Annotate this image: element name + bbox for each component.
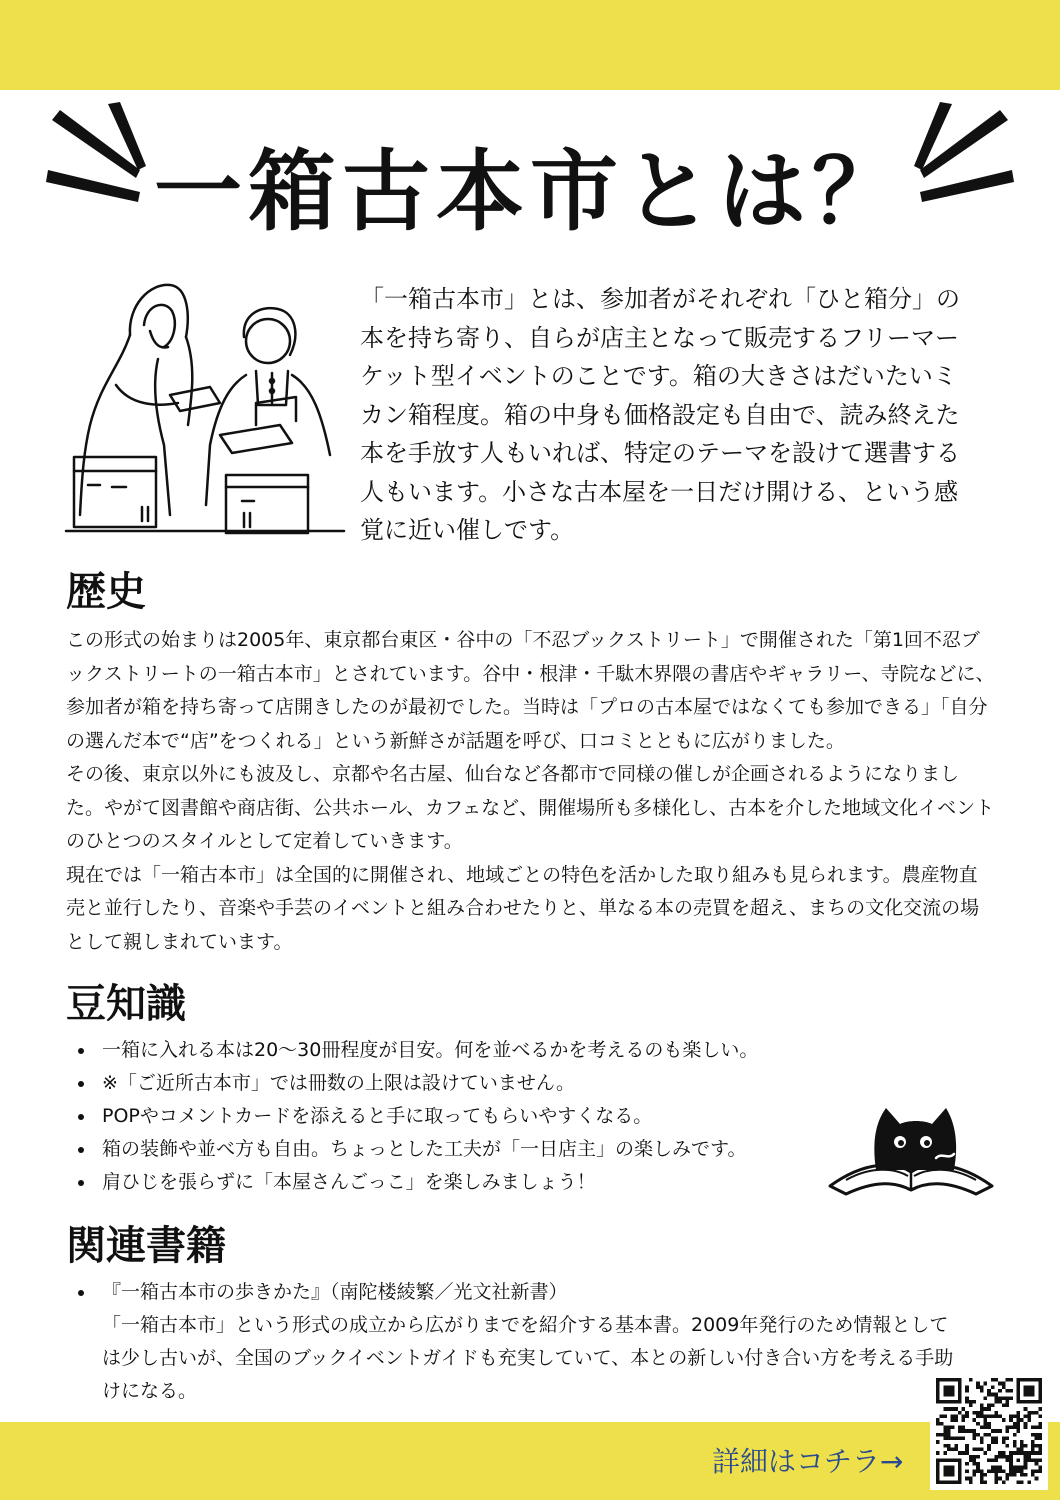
books-heading: 関連書籍 [66, 1223, 226, 1269]
history-body [66, 624, 996, 959]
books-list [74, 1276, 954, 1408]
trivia-heading: 豆知識 [66, 981, 186, 1027]
history-paragraph: 現在では「一箱古本市」は全国的に開催され、地域ごとの特色を活かした取り組みも見られます。農産物直売と並行したり、音楽や手芸のイベントと組み合わせたりと、単なる本の売買を超え、まちの文化交流の場として親しまれています。 [66, 863, 980, 953]
trivia-list [74, 1034, 854, 1199]
history-paragraph: その後、東京以外にも波及し、京都や名古屋、仙台など各都市で同様の催しが企画されるようになりました。やがて図書館や商店街、公共ホール、カフェなど、開催場所も多様化し、古本を介した地域文化イベントのひとつのスタイルとして定着していきます。 [66, 763, 995, 852]
trivia-note-text: ※「ご近所古本市」では冊数の上限は設けていません。 [102, 1072, 576, 1094]
top-banner [0, 0, 1060, 90]
people-reading-illustration [60, 275, 350, 545]
intro-text: 「一箱古本市」とは、参加者がそれぞれ「ひと箱分」の本を持ち寄り、自らが店主となって販売するフリーマーケット型イベントのことです。箱の大きさはだいたいミカン箱程度。箱の中身も価格設定も自由で、読み終えた本を手放す人もいれば、特定のテーマを設けて選書する人もいます。小さな古本屋を一日だけ開ける、という感覚に近い催しです。 [360, 285, 960, 544]
book-title: 『一箱古本市の歩きかた』（南陀楼綾繁／光文社新書） [102, 1281, 568, 1303]
trivia-item-text: POPやコメントカードを添えると手に取ってもらいやすくなる。 [102, 1105, 653, 1127]
list-item [74, 1276, 954, 1408]
list-item [74, 1133, 854, 1166]
page-title: 一箱古本市とは？ [153, 140, 906, 243]
history-paragraph: この形式の始まりは2005年、東京都台東区・谷中の「不忍ブックストリート」で開催された「第1回不忍ブックストリートの一箱古本市」とされています。谷中・根津・千駄木界隈の書店やギャラリー、寺院などに、参加者が箱を持ち寄って店開きしたのが最初でした。当時は「プロの古本屋ではなくても参加できる」「自分の選んだ本で“店”をつくれる」という新鮮さが話題を呼び、口コミとともに広がりました。 [66, 629, 995, 752]
trivia-item-text: 一箱に入れる本は20〜30冊程度が目安。何を並べるかを考えるのも楽しい。 [102, 1039, 759, 1061]
history-heading: 歴史 [66, 569, 146, 615]
cat-with-book-icon [826, 1100, 996, 1200]
trivia-item-text: 箱の装飾や並べ方も自由。ちょっとした工夫が「一日店主」の楽しみです。 [102, 1138, 747, 1160]
trivia-note [74, 1067, 854, 1100]
list-item [74, 1034, 854, 1067]
list-item [74, 1166, 854, 1199]
qr-code[interactable] [930, 1372, 1048, 1490]
trivia-item-text: 肩ひじを張らずに「本屋さんごっこ」を楽しみましょう！ [102, 1171, 596, 1193]
details-link[interactable]: 詳細はコチラ→ [712, 1445, 904, 1478]
book-description: 「一箱古本市」という形式の成立から広がりまでを紹介する基本書。2009年発行のため情報としては少し古いが、全国のブックイベントガイドも充実していて、本との新しい付き合い方を考える手助けになる。 [102, 1314, 954, 1402]
list-item [74, 1100, 854, 1133]
